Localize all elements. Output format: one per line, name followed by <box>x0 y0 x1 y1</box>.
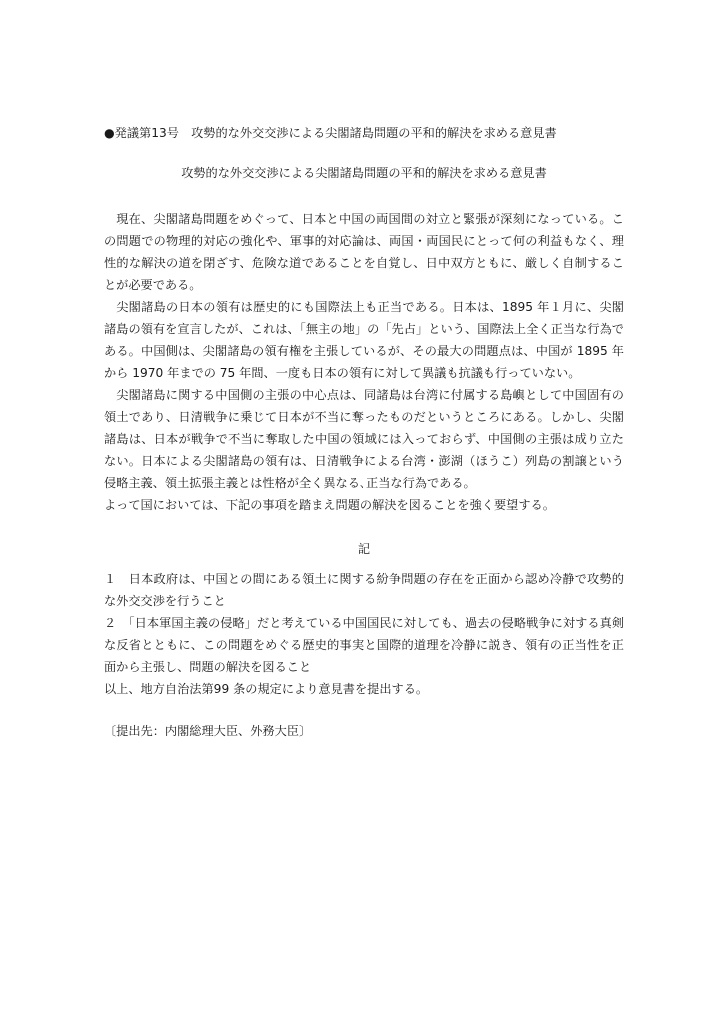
list-item-1: １ 日本政府は、中国との間にある領土に関する紛争問題の存在を正面から認め冷静で攻勢的な外交交渉を行うこと <box>104 572 624 608</box>
motion-heading: ●発議第13号 攻勢的な外交交渉による尖閣諸島問題の平和的解決を求める意見書 <box>104 126 557 140</box>
paragraph-2: 尖閣諸島の日本の領有は歴史的にも国際法上も正当である。日本は、1895 年１月に、尖閣諸島の領有を宣言したが、これは、「無主の地」の「先占」という、国際法上全く正当な行為である。中国側は、尖閣諸島の領有権を主張しているが、その最大の問題点は、中国が 1895 年から 1970 年までの 75 年間、一度も日本の領有に対して異議も抗議も行っていない。 <box>104 300 624 380</box>
submission-destination: 〔提出先：内閣総理大臣、外務大臣〕 <box>104 724 312 738</box>
list-item-2: ２ 「日本軍国主義の侵略」だと考えている中国国民に対しても、過去の侵略戦争に対する真剣な反省とともに、この問題をめぐる歴史的事実と国際的道理を冷静に説き、領有の正当性を正面から主張し、問題の解決を図ること <box>104 616 624 674</box>
paragraph-1: 現在、尖閣諸島問題をめぐって、日本と中国の両国間の対立と緊張が深刻になっている。この問題での物理的対応の強化や、軍事的対応論は、両国・両国民にとって何の利益もなく、理性的な解決の道を閉ざす、危険な道であることを自覚し、日中双方ともに、厳しく自制することが必要である。 <box>104 212 624 292</box>
closing-statement: 以上、地方自治法第99 条の規定により意見書を提出する。 <box>104 682 429 696</box>
ki-heading: 記 <box>357 542 371 556</box>
paragraph-3: 尖閣諸島に関する中国側の主張の中心点は、同諸島は台湾に付属する島嶼として中国固有の領土であり、日清戦争に乗じて日本が不当に奪ったものだというところにある。しかし、尖閣諸島は、日本が戦争で不当に奪取した中国の領域には入っておらず、中国側の主張は成り立たない。日本による尖閣諸島の領有は、日清戦争による台湾・澎湖（ほうこ）列島の割譲という侵略主義、領土拡張主義とは性格が全く異なる､正当な行為である。 <box>104 388 624 490</box>
request-paragraph: よって国においては、下記の事項を踏まえ問題の解決を図ることを強く要望する。 <box>104 498 555 512</box>
document-title: 攻勢的な外交交渉による尖閣諸島問題の平和的解決を求める意見書 <box>181 166 547 180</box>
document-body <box>104 122 624 742</box>
